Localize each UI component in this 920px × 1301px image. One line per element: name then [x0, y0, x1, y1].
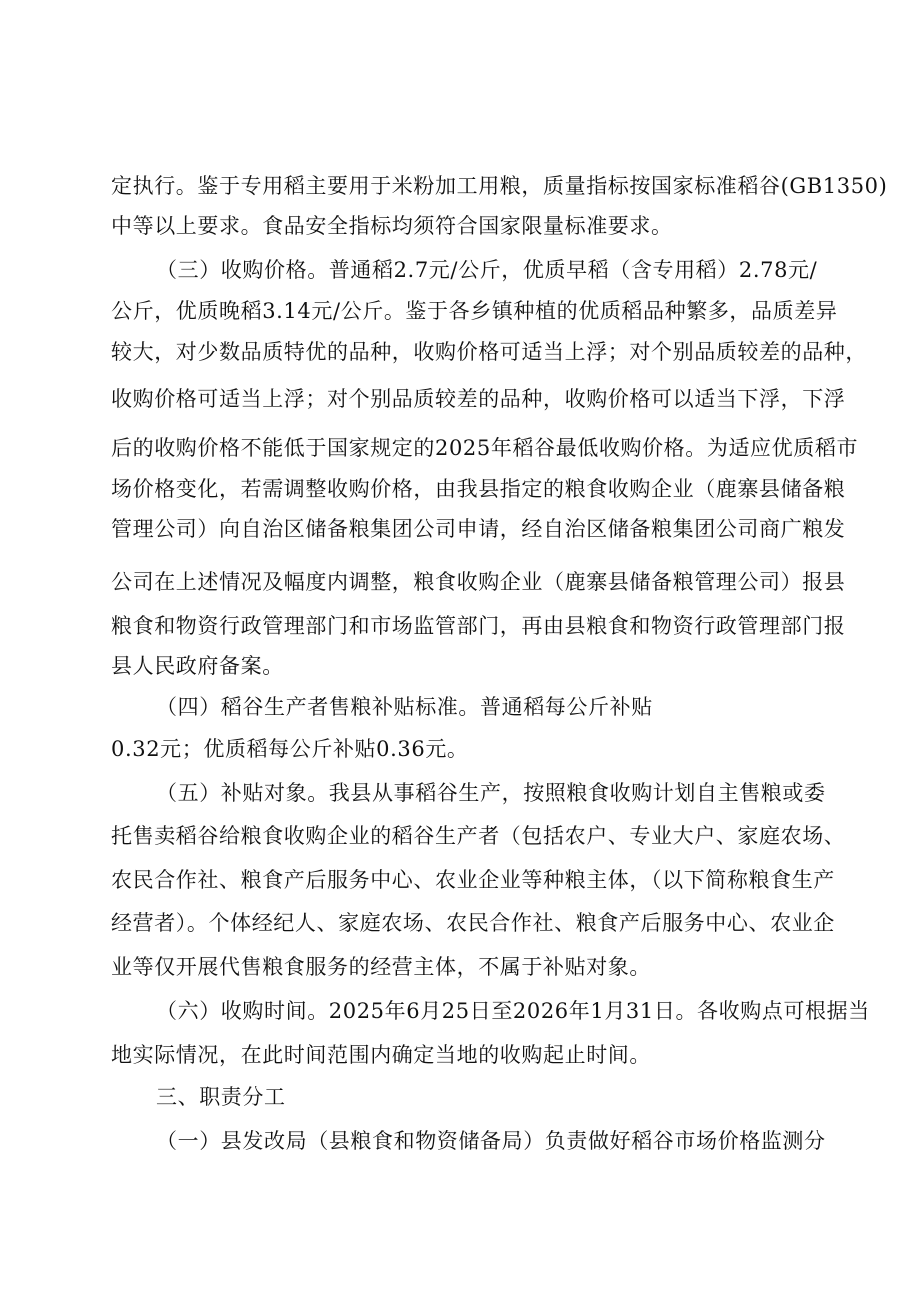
text-line: 业等仅开展代售粮食服务的经营主体，不属于补贴对象。 — [111, 955, 651, 979]
text-line: 经营者）。个体经纪人、家庭农场、农民合作社、粮食产后服务中心、农业企 — [111, 911, 835, 935]
text-line: 场价格变化，若需调整收购价格，由我县指定的粮食收购企业（鹿寨县储备粮 — [111, 477, 846, 501]
text-line: 农民合作社、粮食产后服务中心、农业企业等种粮主体，（以下简称粮食生产 — [111, 868, 835, 892]
text-line: 托售卖稻谷给粮食收购企业的稻谷生产者（包括农户、专业大户、家庭农场、 — [111, 824, 846, 848]
text-line-section-3: （三）收购价格。普通稻2.7元/公斤，优质早稻（含专用稻）2.78元/ — [156, 258, 818, 282]
text-line: 后的收购价格不能低于国家规定的2025年稻谷最低收购价格。为适应优质稻市 — [111, 436, 859, 460]
text-line: 较大，对少数品质特优的品种，收购价格可适当上浮；对个别品质较差的品种， — [111, 340, 867, 364]
text-line: 县人民政府备案。 — [111, 654, 284, 678]
text-line-subsection-1: （一）县发改局（县粮食和物资储备局）负责做好稻谷市场价格监测分 — [156, 1129, 826, 1153]
text-line-section-5: （五）补贴对象。我县从事稻谷生产，按照粮食收购计划自主售粮或委 — [156, 781, 826, 805]
text-line: 公斤，优质晚稻3.14元/公斤。鉴于各乡镇种植的优质稻品种繁多，品质差异 — [111, 299, 838, 323]
text-line: 收购价格可适当上浮；对个别品质较差的品种，收购价格可以适当下浮，下浮 — [111, 387, 846, 411]
text-line: 公司在上述情况及幅度内调整，粮食收购企业（鹿寨县储备粮管理公司）报县 — [111, 570, 846, 594]
text-line: 中等以上要求。食品安全指标均须符合国家限量标准要求。 — [111, 214, 673, 238]
text-line: 地实际情况，在此时间范围内确定当地的收购起止时间。 — [111, 1043, 651, 1067]
text-line: 粮食和物资行政管理部门和市场监管部门，再由县粮食和物资行政管理部门报 — [111, 614, 846, 638]
text-line: 管理公司）向自治区储备粮集团公司申请，经自治区储备粮集团公司商广粮发 — [111, 517, 846, 541]
text-line: 0.32元；优质稻每公斤补贴0.36元。 — [111, 737, 469, 761]
text-line-section-6: （六）收购时间。2025年6月25日至2026年1月31日。各收购点可根据当 — [156, 999, 870, 1023]
text-line-section-4: （四）稻谷生产者售粮补贴标准。普通稻每公斤补贴 — [156, 695, 653, 719]
section-heading: 三、职责分工 — [156, 1085, 286, 1109]
text-line: 定执行。鉴于专用稻主要用于米粉加工用粮，质量指标按国家标准稻谷(GB1350) — [111, 174, 888, 198]
